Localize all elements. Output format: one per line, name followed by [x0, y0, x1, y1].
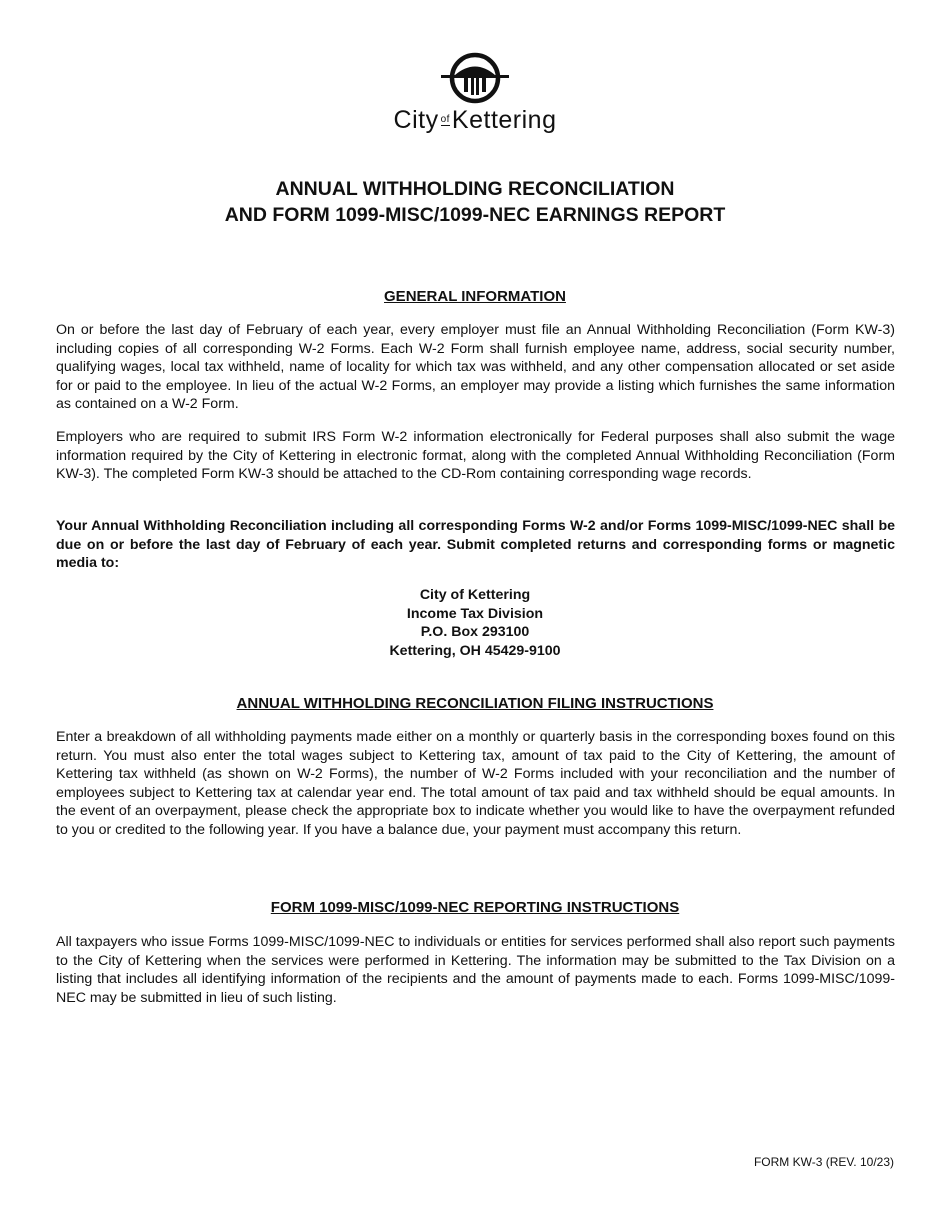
address-line-4: Kettering, OH 45429-9100 — [389, 642, 561, 659]
general-information-heading: GENERAL INFORMATION — [384, 288, 566, 305]
mailing-address — [0, 586, 950, 660]
address-line-1: City of Kettering — [419, 587, 531, 603]
general-paragraph-due-date: Your Annual Withholding Reconciliation including all corresponding Forms W-2 and/or Forms 1099-MISC/1099-NEC shall be due on or before the last day of February of each year. Submit completed returns and corresponding forms or magnetic media to: — [56, 518, 895, 572]
reporting-instructions-paragraph: All taxpayers who issue Forms 1099-MISC/1099-NEC to individuals or entities for services performed shall also report such payments to the City of Kettering when the services were performed in Kettering. The information may be submitted to the Tax Division on a listing that includes all identifying information of the recipients and the amount of payments made to each. Forms 1099-MISC/1099-NEC may be submitted in lieu of such listing. — [56, 934, 895, 1006]
title-line-2: AND FORM 1099-MISC/1099-NEC EARNINGS REPORT — [224, 204, 726, 226]
city-seal-icon — [437, 52, 513, 104]
logo-wordmark: City ofKettering — [393, 106, 557, 134]
city-logo — [0, 52, 950, 135]
form-revision-label: FORM KW-3 (REV. 10/23) — [753, 1155, 894, 1169]
general-paragraph-2: Employers who are required to submit IRS Form W-2 information electronically for Federal purposes shall also submit the wage information required by the City of Kettering in electronic format, along with the completed Annual Withholding Reconciliation (Form KW-3). The completed Form KW-3 should be attached to the CD-Rom containing corresponding wage records. — [56, 429, 895, 483]
address-line-2: Income Tax Division — [406, 605, 544, 622]
document-title — [0, 176, 950, 228]
general-paragraph-1: On or before the last day of February of each year, every employer must file an Annual Withholding Reconciliation (Form KW-3) including copies of all corresponding W-2 Forms. Each W-2 Form shall furnish employee name, address, social security number, qualifying wages, local tax withheld, name of locality for which tax was withheld, and any other compensation allocated or set aside for or paid to the employee. In lieu of the actual W-2 Forms, an employer may provide a listing which furnishes the same information as contained on a W-2 Form. — [56, 322, 895, 413]
reporting-instructions-heading: FORM 1099-MISC/1099-NEC REPORTING INSTRUCTIONS — [270, 899, 680, 916]
address-line-3: P.O. Box 293100 — [420, 624, 530, 641]
filing-instructions-paragraph: Enter a breakdown of all withholding payments made either on a monthly or quarterly basis in the corresponding boxes found on this return. You must also enter the total wages subject to Kettering tax, amount of tax paid to the City of Kettering, the amount of Kettering tax withheld (as shown on W-2 Forms), the number of W-2 Forms included with your reconciliation and the number of employees subject to Kettering tax at calendar year end. The total amount of tax paid and tax withheld should be equal amounts. In the event of an overpayment, please check the appropriate box to indicate whether you would like to have the overpayment refunded to you or credited to the following year. If you have a balance due, your payment must accompany this return. — [56, 729, 895, 838]
title-line-1: ANNUAL WITHHOLDING RECONCILIATION — [275, 178, 675, 200]
filing-instructions-heading: ANNUAL WITHHOLDING RECONCILIATION FILING INSTRUCTIONS — [236, 695, 714, 712]
